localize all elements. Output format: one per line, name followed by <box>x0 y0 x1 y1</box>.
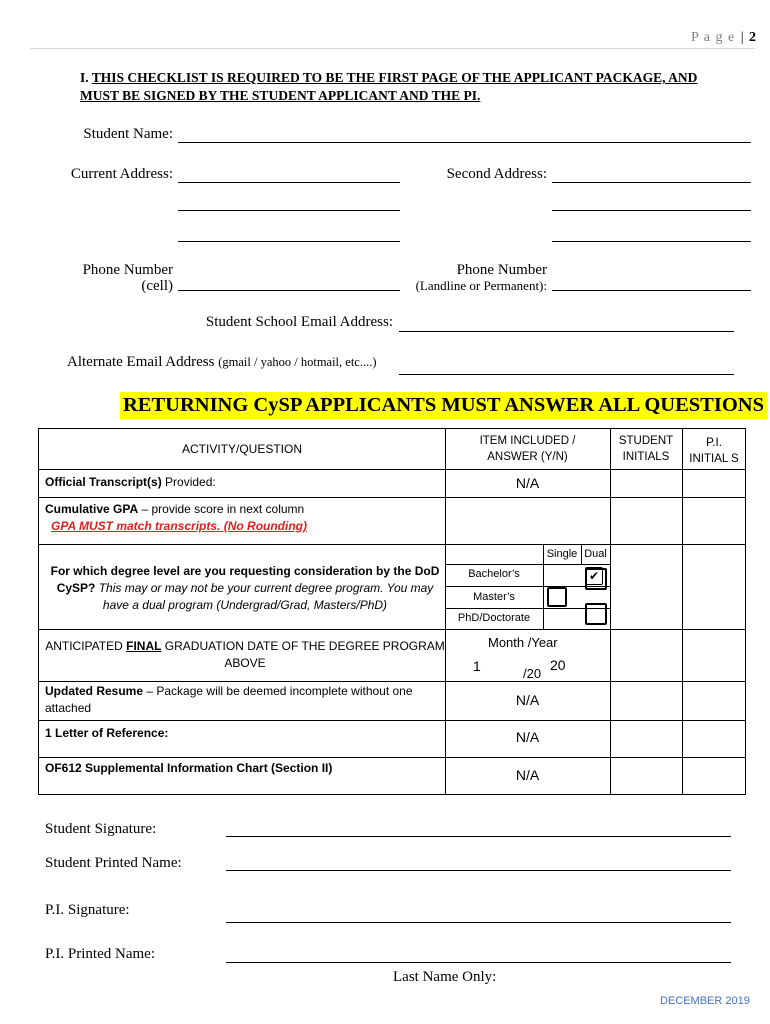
gpa-warning: GPA MUST match transcripts. (No Rounding) <box>51 519 308 533</box>
resume-question: Updated Resume – Package will be deemed incomplete without one attached <box>45 684 413 715</box>
graduation-year[interactable]: 20 <box>550 657 566 673</box>
header-rule <box>30 48 755 49</box>
phone-landline-label: Phone Number (Landline or Permanent): <box>415 262 547 293</box>
masters-dual-checkbox[interactable] <box>585 603 607 625</box>
graduation-year-prefix: /20 <box>523 666 542 681</box>
current-address-field-2[interactable] <box>178 210 400 211</box>
header-student-initials: STUDENT INITIALS <box>618 435 674 463</box>
degree-col-single: Single <box>546 548 578 560</box>
student-name-label: Student Name: <box>83 126 173 142</box>
month-year-label: Month /Year <box>488 635 558 650</box>
degree-question: For which degree level are you requesting consideration by the DoD CySP? This may or may not be your current degree program. You may have a dual program (Undergrad/Grad, Masters/PhD) <box>50 564 440 612</box>
page-label: P a g e <box>690 30 736 45</box>
row-divider <box>39 544 745 545</box>
bachelors-dual-checkbox[interactable] <box>585 568 607 590</box>
gpa-question: Cumulative GPA – provide score in next column <box>45 502 305 516</box>
pi-printed-name-field[interactable] <box>226 962 731 963</box>
notice <box>80 69 740 105</box>
check-mark-icon: ✔ <box>588 569 600 583</box>
degree-subcol-divider <box>543 564 544 629</box>
pi-signature-label: P.I. Signature: <box>45 902 130 918</box>
row-divider <box>39 497 745 498</box>
current-address-field-3[interactable] <box>178 241 400 242</box>
header-activity: ACTIVITY/QUESTION <box>181 442 302 456</box>
pi-signature-field[interactable] <box>226 922 731 923</box>
page-separator: | <box>740 30 744 45</box>
transcripts-answer[interactable]: N/A <box>515 475 540 491</box>
masters-single-checkbox[interactable] <box>547 587 567 607</box>
student-signature-label: Student Signature: <box>45 821 157 837</box>
alt-email-field[interactable] <box>399 374 734 375</box>
transcripts-question: Official Transcript(s) Provided: <box>45 475 216 489</box>
alt-email-label: Alternate Email Address (gmail / yahoo / hotmail, etc....) <box>67 354 377 370</box>
degree-level-phd: PhD/Doctorate <box>457 612 531 624</box>
degree-level-bachelors: Bachelor’s <box>468 568 520 580</box>
student-printed-name-label: Student Printed Name: <box>45 855 182 871</box>
notice-line-1: I. THIS CHECKLIST IS REQUIRED TO BE THE FIRST PAGE OF THE APPLICANT PACKAGE, AND <box>80 70 698 85</box>
of612-question: OF612 Supplemental Information Chart (Section II) <box>45 761 333 775</box>
phone-cell-field[interactable] <box>178 290 400 291</box>
header-item-included: ITEM INCLUDED / ANSWER (Y/N) <box>479 435 576 463</box>
of612-answer[interactable]: N/A <box>515 767 540 783</box>
resume-answer[interactable]: N/A <box>515 692 540 708</box>
row-divider <box>39 757 745 758</box>
reference-question: 1 Letter of Reference: <box>45 726 169 740</box>
row-divider <box>39 681 745 682</box>
student-printed-name-field[interactable] <box>226 870 731 871</box>
page-number: 2 <box>749 30 756 45</box>
pi-printed-name-label: P.I. Printed Name: <box>45 946 155 962</box>
checklist-table <box>38 428 746 795</box>
notice-line-2: MUST BE SIGNED BY THE STUDENT APPLICANT AND THE PI. <box>80 88 481 103</box>
degree-subrow-divider <box>445 564 610 565</box>
last-name-only-note: Last Name Only: <box>393 969 497 985</box>
phone-cell-label: Phone Number (cell) <box>82 262 173 294</box>
page-header <box>640 30 756 46</box>
current-address-field-1[interactable] <box>178 182 400 183</box>
second-address-field-2[interactable] <box>552 210 751 211</box>
student-signature-field[interactable] <box>226 836 731 837</box>
second-address-field-3[interactable] <box>552 241 751 242</box>
alt-email-hint: (gmail / yahoo / hotmail, etc....) <box>218 355 377 369</box>
school-email-field[interactable] <box>399 331 734 332</box>
footer-date: DECEMBER 2019 <box>660 995 750 1007</box>
notice-text-1: THIS CHECKLIST IS REQUIRED TO BE THE FIRST PAGE OF THE APPLICANT PACKAGE, AND <box>91 70 698 85</box>
second-address-label: Second Address: <box>446 166 547 182</box>
graduation-question: ANTICIPATED FINAL GRADUATION DATE OF THE DEGREE PROGRAM ABOVE <box>45 639 445 670</box>
current-address-label: Current Address: <box>70 166 173 182</box>
col-divider-2 <box>610 429 611 794</box>
second-address-field-1[interactable] <box>552 182 751 183</box>
header-pi-initials: P.I. INITIAL S <box>689 437 739 465</box>
row-divider <box>39 469 745 470</box>
school-email-label: Student School Email Address: <box>205 314 393 330</box>
col-divider-3 <box>682 429 683 794</box>
degree-col-dual: Dual <box>584 548 607 560</box>
returning-applicants-banner: RETURNING CySP APPLICANTS MUST ANSWER ALL QUESTIONS <box>120 392 767 419</box>
student-name-field[interactable] <box>178 142 751 143</box>
phone-landline-field[interactable] <box>552 290 751 291</box>
degree-level-masters: Master’s <box>473 591 515 603</box>
row-divider <box>39 629 745 630</box>
reference-answer[interactable]: N/A <box>515 729 540 745</box>
row-divider <box>39 720 745 721</box>
graduation-month[interactable]: 1 <box>473 658 481 674</box>
